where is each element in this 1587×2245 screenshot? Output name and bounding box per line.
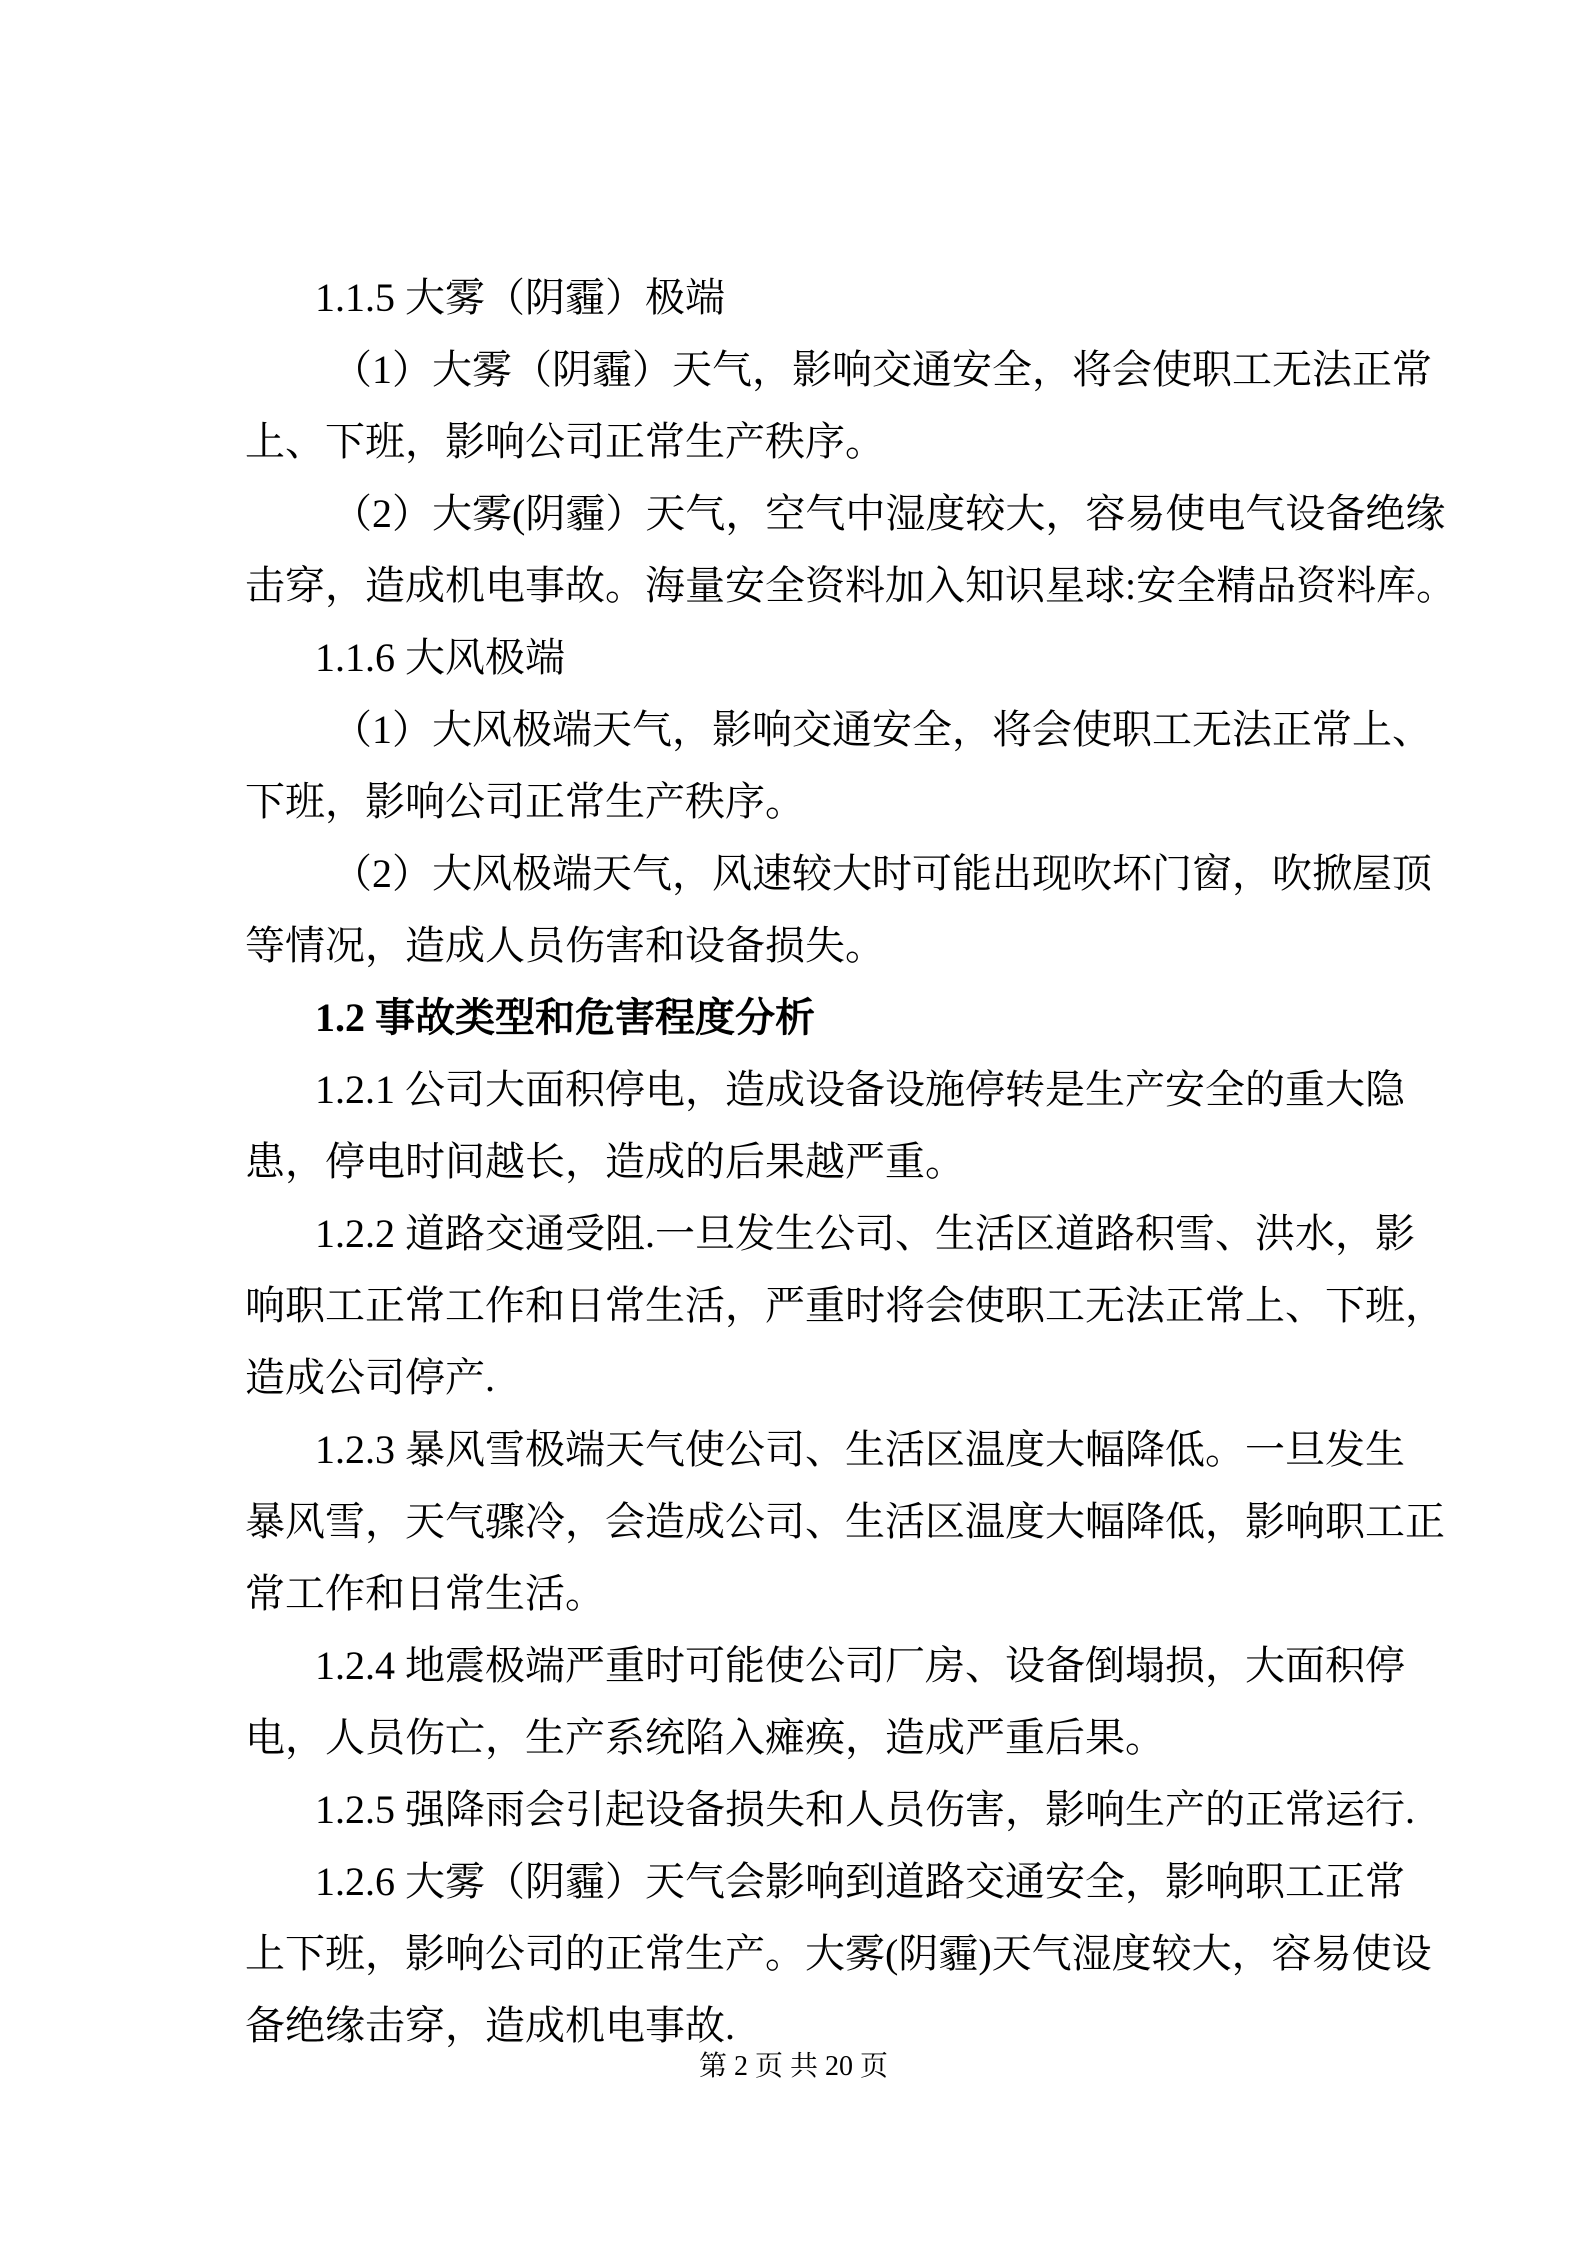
text-line: 1.1.5 大雾（阴霾）极端	[315, 275, 725, 320]
document-heading	[245, 982, 1420, 1054]
text-line: 上、下班，影响公司正常生产秩序。	[245, 419, 885, 464]
text-line: 1.1.6 大风极端	[315, 635, 565, 680]
text-line: （2）大风极端天气，风速较大时可能出现吹坏门窗，吹掀屋顶	[332, 851, 1432, 896]
document-paragraph	[245, 1198, 1445, 1414]
document-heading	[245, 622, 1420, 694]
document-heading	[245, 262, 1420, 334]
text-line: 造成公司停产.	[245, 1355, 495, 1400]
text-line: 下班，影响公司正常生产秩序。	[245, 779, 805, 824]
text-line: 暴风雪，天气骤冷，会造成公司、生活区温度大幅降低，影响职工正	[245, 1499, 1445, 1544]
document-paragraph	[245, 694, 1432, 838]
text-line: 1.2.4 地震极端严重时可能使公司厂房、设备倒塌损，大面积停	[315, 1643, 1405, 1688]
document-paragraph	[245, 1846, 1432, 2062]
text-line: 等情况，造成人员伤害和设备损失。	[245, 923, 885, 968]
text-line: 上下班，影响公司的正常生产。大雾(阴霾)天气湿度较大，容易使设	[245, 1931, 1432, 1976]
document-paragraph	[245, 838, 1432, 982]
text-line: （1）大雾（阴霾）天气，影响交通安全，将会使职工无法正常	[332, 347, 1432, 392]
text-line: 1.2.6 大雾（阴霾）天气会影响到道路交通安全，影响职工正常	[315, 1859, 1405, 1904]
document-paragraph	[245, 478, 1457, 622]
document-body	[245, 262, 1457, 2062]
document-paragraph	[245, 334, 1432, 478]
text-line: 备绝缘击穿，造成机电事故.	[245, 2003, 735, 2048]
text-line: 1.2.1 公司大面积停电，造成设备设施停转是生产安全的重大隐	[315, 1067, 1405, 1112]
text-line: 电，人员伤亡，生产系统陷入瘫痪，造成严重后果。	[245, 1715, 1165, 1760]
text-line: 常工作和日常生活。	[245, 1571, 605, 1616]
text-line: 1.2.3 暴风雪极端天气使公司、生活区温度大幅降低。一旦发生	[315, 1427, 1405, 1472]
page-number-footer	[0, 2048, 1587, 2086]
text-line: 响职工正常工作和日常生活，严重时将会使职工无法正常上、下班，	[245, 1283, 1445, 1328]
document-paragraph	[245, 1054, 1420, 1198]
text-line: 患，停电时间越长，造成的后果越严重。	[245, 1139, 965, 1184]
text-line: （1）大风极端天气，影响交通安全，将会使职工无法正常上、	[332, 707, 1432, 752]
text-line: 击穿，造成机电事故。海量安全资料加入知识星球:安全精品资料库。	[245, 563, 1457, 608]
document-paragraph	[245, 1774, 1420, 1846]
text-line: 1.2.5 强降雨会引起设备损失和人员伤害，影响生产的正常运行.	[315, 1787, 1415, 1832]
text-line: 1.2 事故类型和危害程度分析	[315, 995, 815, 1040]
document-paragraph	[245, 1414, 1445, 1630]
text-line: （2）大雾(阴霾）天气，空气中湿度较大，容易使电气设备绝缘	[332, 491, 1446, 536]
document-paragraph	[245, 1630, 1420, 1774]
text-line: 1.2.2 道路交通受阻.一旦发生公司、生活区道路积雪、洪水，影	[315, 1211, 1415, 1256]
page-number-text: 第 2 页 共 20 页	[698, 2051, 888, 2082]
